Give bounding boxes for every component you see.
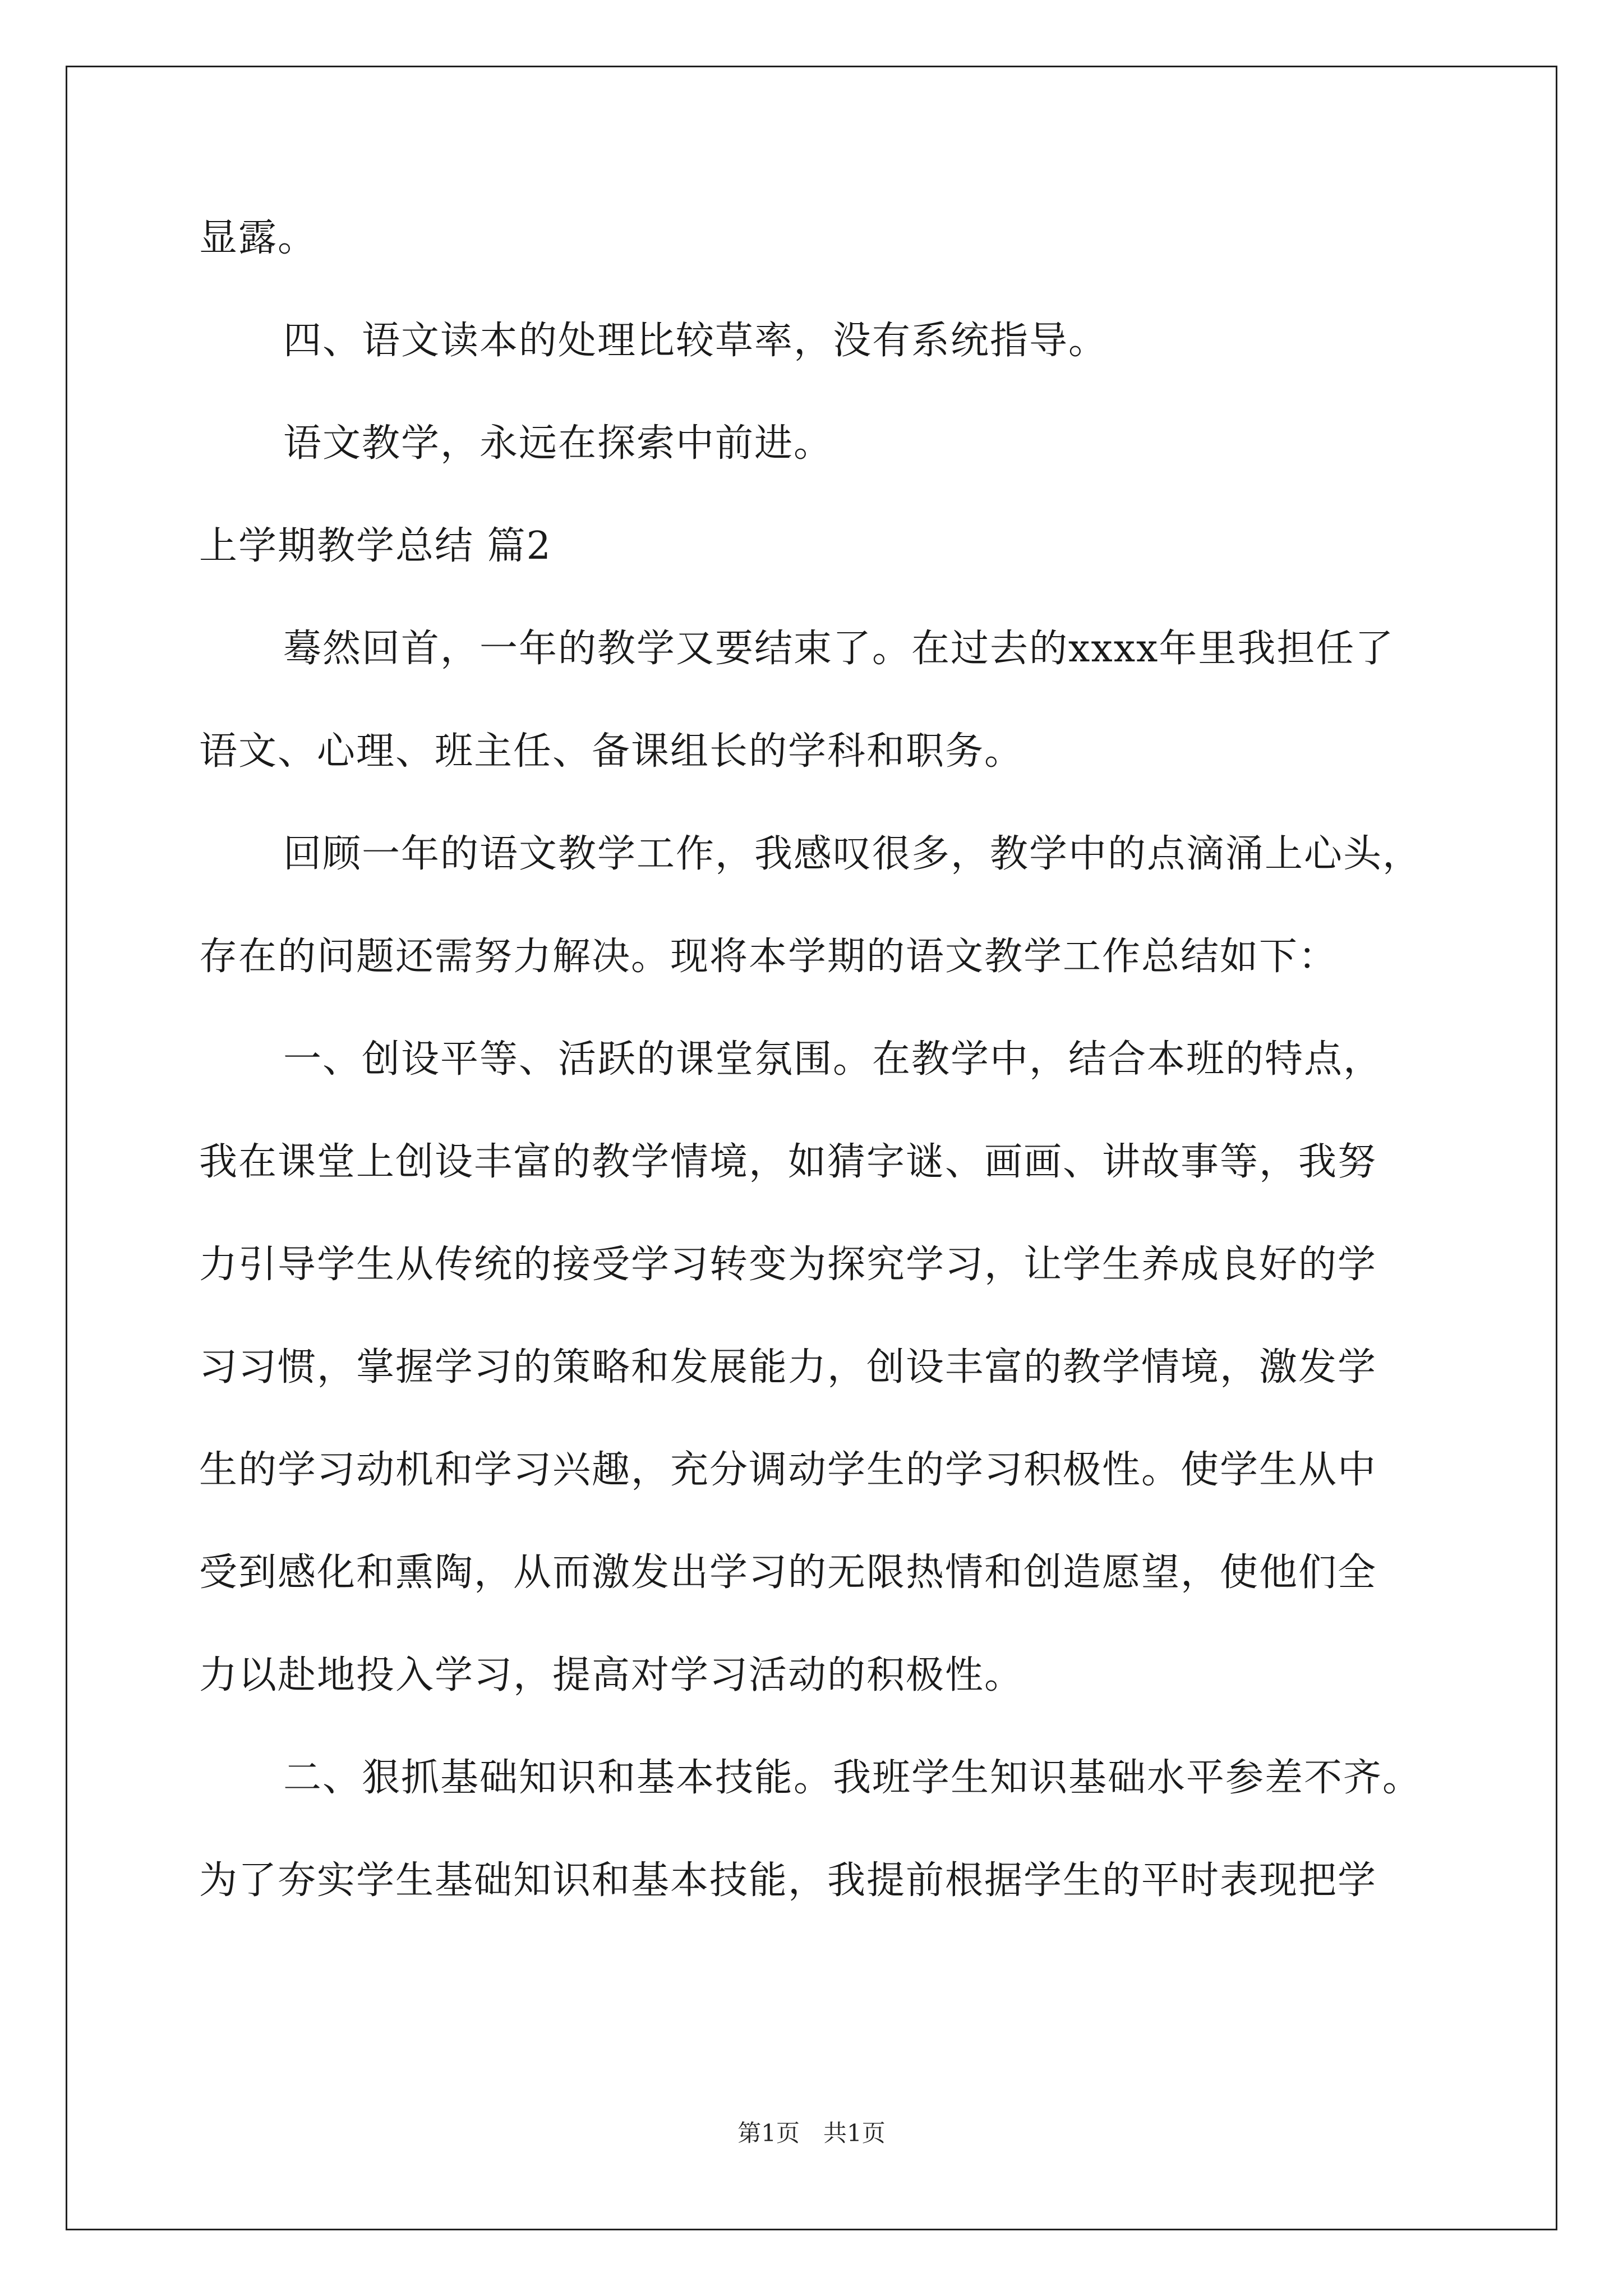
paragraph-line: 力引导学生从传统的接受学习转变为探究学习，让学生养成良好的学 <box>199 1243 1377 1287</box>
paragraph-line: 语文教学，永远在探索中前进。 <box>283 421 833 466</box>
paragraph-line: 受到感化和熏陶，从而激发出学习的无限热情和创造愿望，使他们全 <box>199 1550 1377 1595</box>
paragraph-line: 存在的问题还需努力解决。现将本学期的语文教学工作总结如下： <box>199 935 1338 979</box>
paragraph-line: 一、创设平等、活跃的课堂氛围。在教学中，结合本班的特点， <box>283 1037 1383 1082</box>
page-number-footer: 第1页 共1页 <box>737 2119 886 2147</box>
paragraph-line: 力以赴地投入学习，提高对学习活动的积极性。 <box>199 1653 1024 1697</box>
paragraph-line: 四、语文读本的处理比较草率，没有系统指导。 <box>283 319 1108 363</box>
paragraph-line: 二、狠抓基础知识和基本技能。我班学生知识基础水平参差不齐。 <box>283 1756 1422 1800</box>
paragraph-line: 蓦然回首，一年的教学又要结束了。在过去的xxxx年里我担任了 <box>283 627 1395 671</box>
paragraph-line: 语文、心理、班主任、备课组长的学科和职务。 <box>199 729 1024 774</box>
paragraph-line: 我在课堂上创设丰富的教学情境，如猜字谜、画画、讲故事等，我努 <box>199 1140 1377 1184</box>
paragraph-line: 习习惯，掌握学习的策略和发展能力，创设丰富的教学情境，激发学 <box>199 1345 1377 1389</box>
paragraph-line: 生的学习动机和学习兴趣，充分调动学生的学习积极性。使学生从中 <box>199 1448 1377 1492</box>
section-heading: 上学期教学总结 篇2 <box>199 524 552 568</box>
paragraph-line: 为了夯实学生基础知识和基本技能，我提前根据学生的平时表现把学 <box>199 1858 1377 1903</box>
paragraph-line: 显露。 <box>199 216 317 260</box>
paragraph-line: 回顾一年的语文教学工作，我感叹很多，教学中的点滴涌上心头， <box>283 832 1422 876</box>
